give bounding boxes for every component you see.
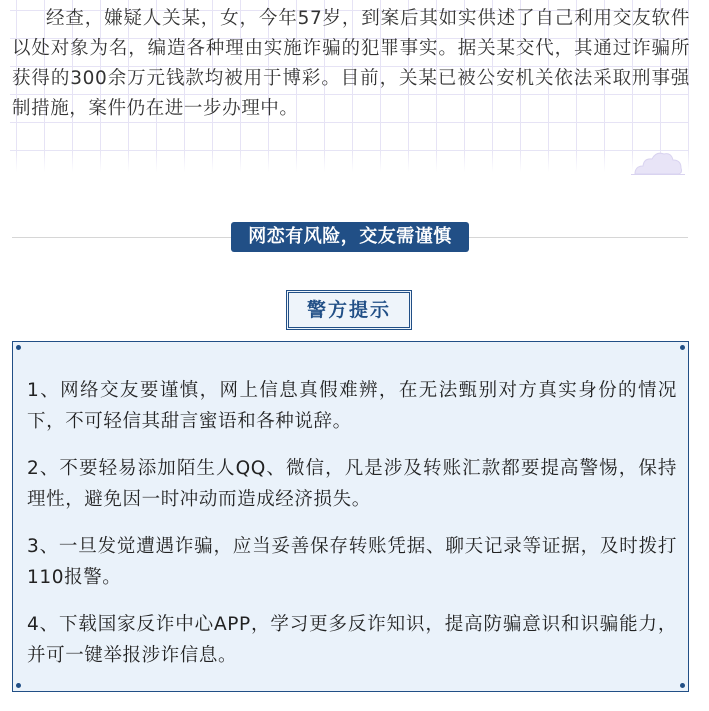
tips-list — [27, 375, 677, 687]
corner-dot-top-right — [680, 345, 685, 350]
story-paragraph: 经查，嫌疑人关某，女，今年57岁，到案后其如实供述了自己利用交友软件以处对象为名，编造各种理由实施诈骗的犯罪事实。据关某交代，其通过诈骗所获得的300余万元钱款均被用于博彩。目前，关某已被公安机关依法采取刑事强制措施，案件仍在进一步办理中。 — [12, 8, 690, 119]
section-banner: 网恋有风险，交友需谨慎 — [231, 222, 469, 252]
grid-fade — [10, 150, 689, 172]
cloud-icon — [631, 148, 685, 176]
tip-item: 2、不要轻易添加陌生人QQ、微信，凡是涉及转账汇款都要提高警惕，保持理性，避免因一时冲动而造成经济损失。 — [27, 458, 677, 510]
tip-item: 1、网络交友要谨慎，网上信息真假难辨，在无法甄别对方真实身份的情况下，不可轻信其甜言蜜语和各种说辞。 — [27, 380, 677, 432]
corner-dot-bottom-left — [16, 683, 21, 688]
tips-heading: 警方提示 — [286, 290, 412, 330]
corner-dot-bottom-right — [680, 683, 685, 688]
corner-dot-top-left — [16, 345, 21, 350]
story-section — [10, 0, 689, 172]
tips-box — [12, 341, 689, 692]
tip-item: 3、一旦发觉遭遇诈骗，应当妥善保存转账凭据、聊天记录等证据，及时拨打110报警。 — [27, 536, 677, 588]
tip-item: 4、下载国家反诈中心APP，学习更多反诈知识，提高防骗意识和识骗能力，并可一键举报涉诈信息。 — [27, 614, 677, 666]
